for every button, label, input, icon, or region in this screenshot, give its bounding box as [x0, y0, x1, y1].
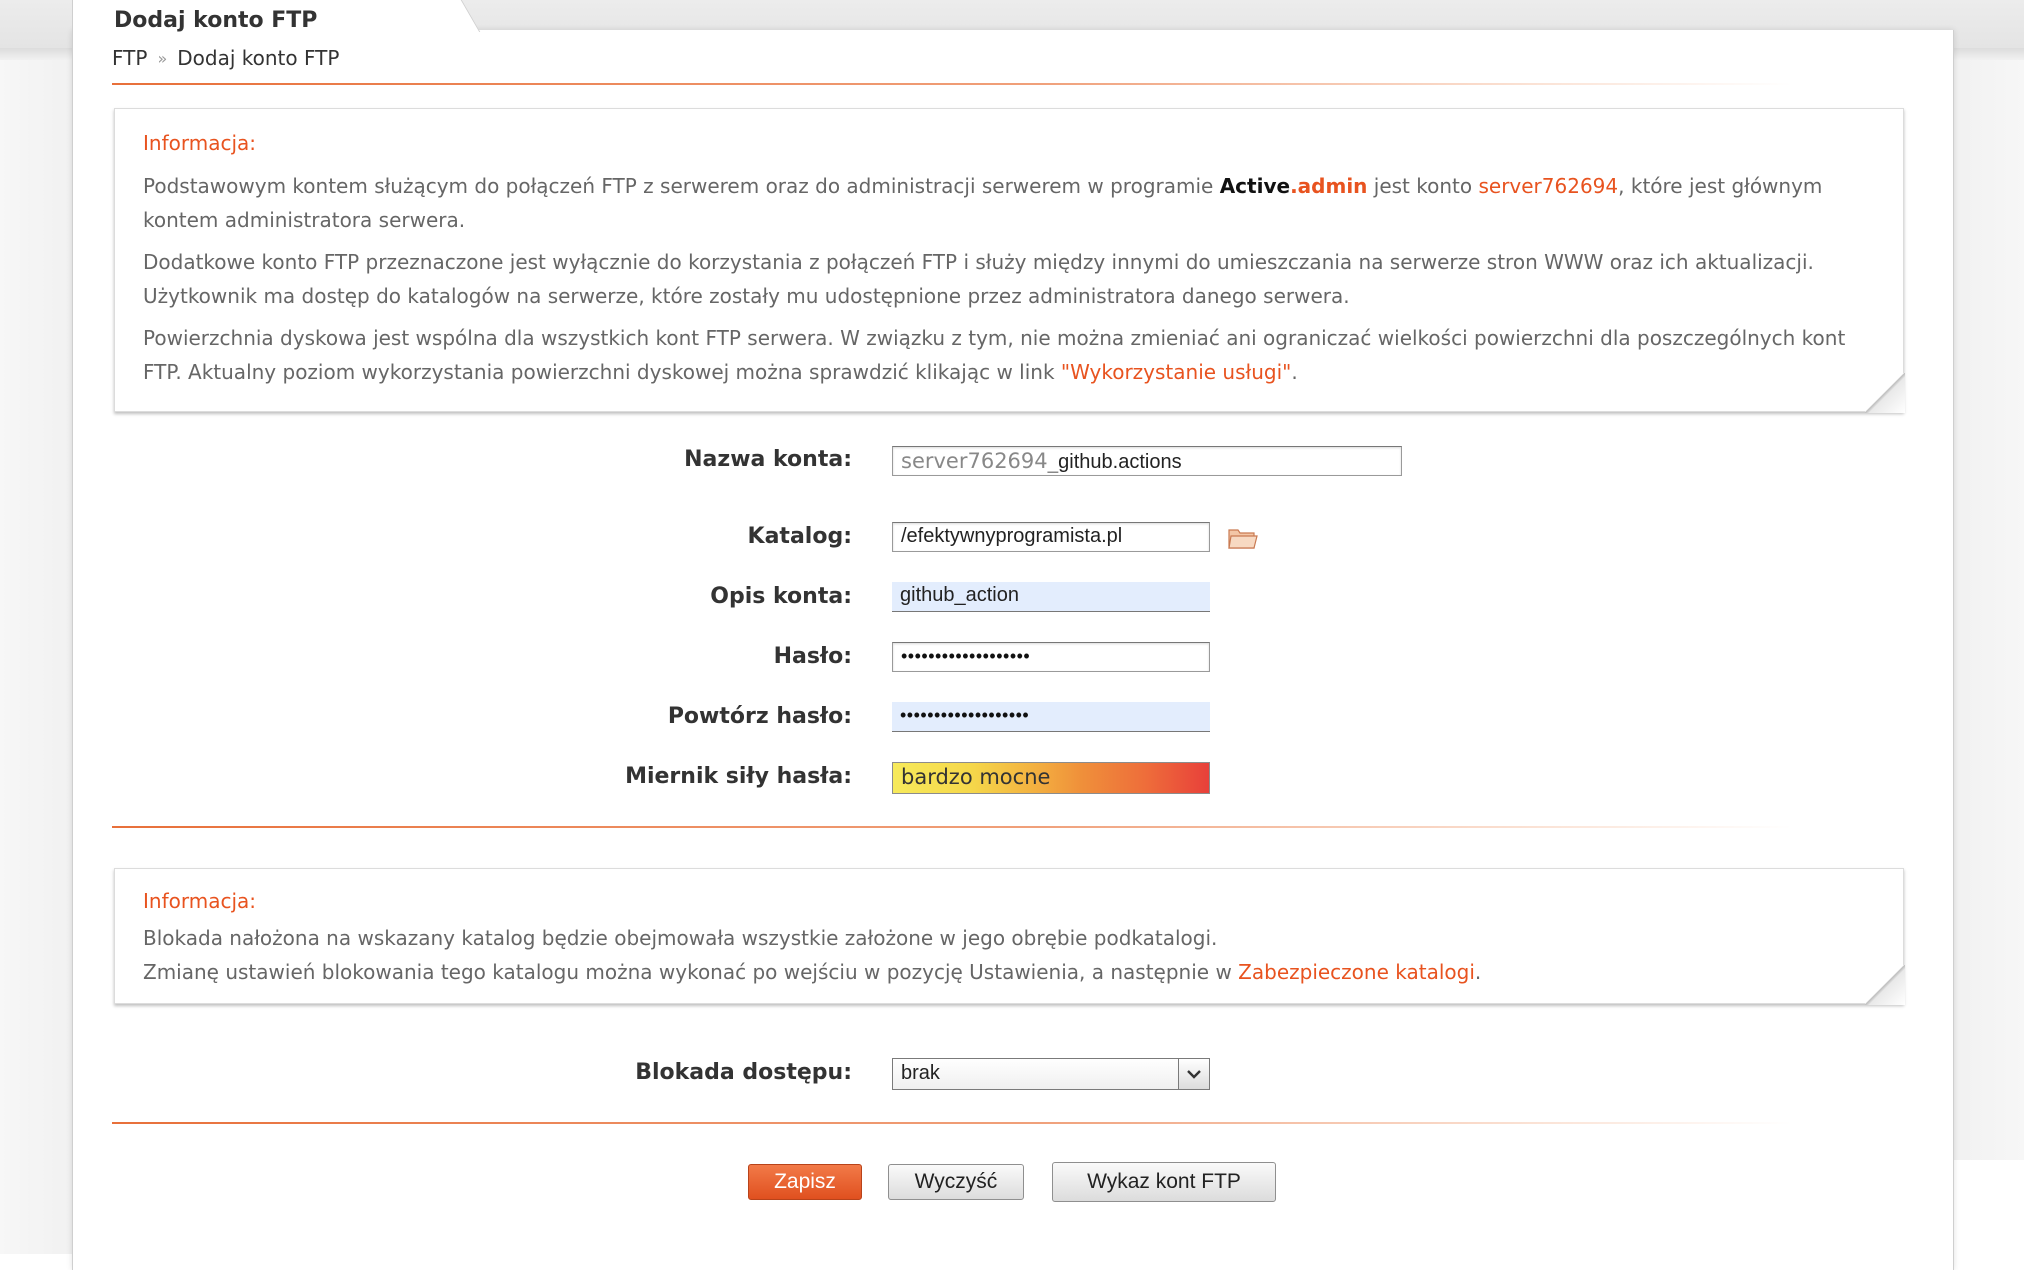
info-box-main	[114, 108, 1904, 412]
info-paragraph-1: Podstawowym kontem służącym do połączeń FTP z serwerem oraz do administracji serwerem w programie Active.admin jest konto server762694, które jest głównym kontem administratora serwera.	[143, 174, 1823, 232]
usage-link[interactable]: "Wykorzystanie usługi"	[1060, 360, 1292, 384]
description-input[interactable]: github_action	[892, 582, 1210, 612]
ftp-accounts-list-button[interactable]: Wykaz kont FTP	[1052, 1162, 1276, 1202]
right-background	[1952, 60, 2024, 1160]
breadcrumb-item-current: Dodaj konto FTP	[177, 46, 340, 70]
info-box-lock	[114, 868, 1904, 1004]
password-strength-meter: bardzo mocne	[892, 762, 1210, 794]
info-paragraph-2: Dodatkowe konto FTP przeznaczone jest wyłącznie do korzystania z połączeń FTP i służy między innymi do umieszczania na serwerze stron WWW oraz ich aktualizacji. Użytkownik ma dostęp do katalogów na serwerze, które zostały mu udostępnione przez administratora danego serwera.	[143, 250, 1814, 308]
save-button[interactable]: Zapisz	[748, 1164, 862, 1200]
repeat-password-label: Powtórz hasło:	[667, 704, 852, 729]
info-lock-line-1: Blokada nałożona na wskazany katalog będzie obejmowała wszystkie założone w jego obrębie podkatalogi.	[143, 926, 1218, 950]
info-title: Informacja:	[143, 131, 257, 155]
access-lock-select[interactable]: brak	[892, 1058, 1210, 1090]
directory-input[interactable]: /efektywnyprogramista.pl	[892, 522, 1210, 552]
account-name-prefix: server762694_	[901, 449, 1059, 473]
repeat-password-input[interactable]: •••••••••••••••••••	[892, 702, 1210, 732]
password-label: Hasło:	[773, 644, 852, 669]
brand-active: Active	[1219, 174, 1291, 198]
page-curl-icon	[1865, 965, 1905, 1005]
directory-label: Katalog:	[747, 524, 852, 549]
access-lock-label: Blokada dostępu:	[635, 1060, 852, 1085]
left-background	[0, 60, 72, 1254]
password-input[interactable]: •••••••••••••••••••	[892, 642, 1210, 672]
clear-button[interactable]: Wyczyść	[888, 1164, 1024, 1200]
folder-browse-icon[interactable]	[1228, 526, 1258, 550]
server-account-link[interactable]: server762694	[1478, 174, 1619, 198]
divider-top	[112, 83, 1792, 85]
page-curl-icon	[1865, 373, 1905, 413]
info-paragraph-3: Powierzchnia dyskowa jest wspólna dla wszystkich kont FTP serwera. W związku z tym, nie można zmieniać ani ograniczać wielkości powierzchni dla poszczególnych kont FTP. Aktualny poziom wykorzystania powierzchni dyskowej można sprawdzić klikając w link "Wykorzystanie usługi".	[143, 326, 1846, 384]
password-strength-label: Miernik siły hasła:	[625, 764, 852, 789]
account-name-label: Nazwa konta:	[684, 447, 852, 472]
divider-middle	[112, 826, 1792, 828]
account-name-input[interactable]: server762694_github.actions	[892, 446, 1402, 476]
info-title-lock: Informacja:	[143, 889, 257, 913]
page-title: Dodaj konto FTP	[114, 8, 318, 33]
protected-directories-link[interactable]: Zabezpieczone katalogi	[1238, 960, 1475, 984]
divider-bottom	[112, 1122, 1792, 1124]
info-lock-line-2: Zmianę ustawień blokowania tego katalogu można wykonać po wejściu w pozycję Ustawienia, a następnie w Zabezpieczone katalogi.	[143, 960, 1482, 984]
description-label: Opis konta:	[710, 584, 852, 609]
breadcrumb-item-ftp[interactable]: FTP	[112, 46, 148, 70]
brand-admin: .admin	[1290, 174, 1368, 198]
breadcrumb	[112, 46, 339, 70]
breadcrumb-separator-icon: »	[157, 48, 168, 68]
chevron-down-icon[interactable]	[1178, 1059, 1209, 1089]
